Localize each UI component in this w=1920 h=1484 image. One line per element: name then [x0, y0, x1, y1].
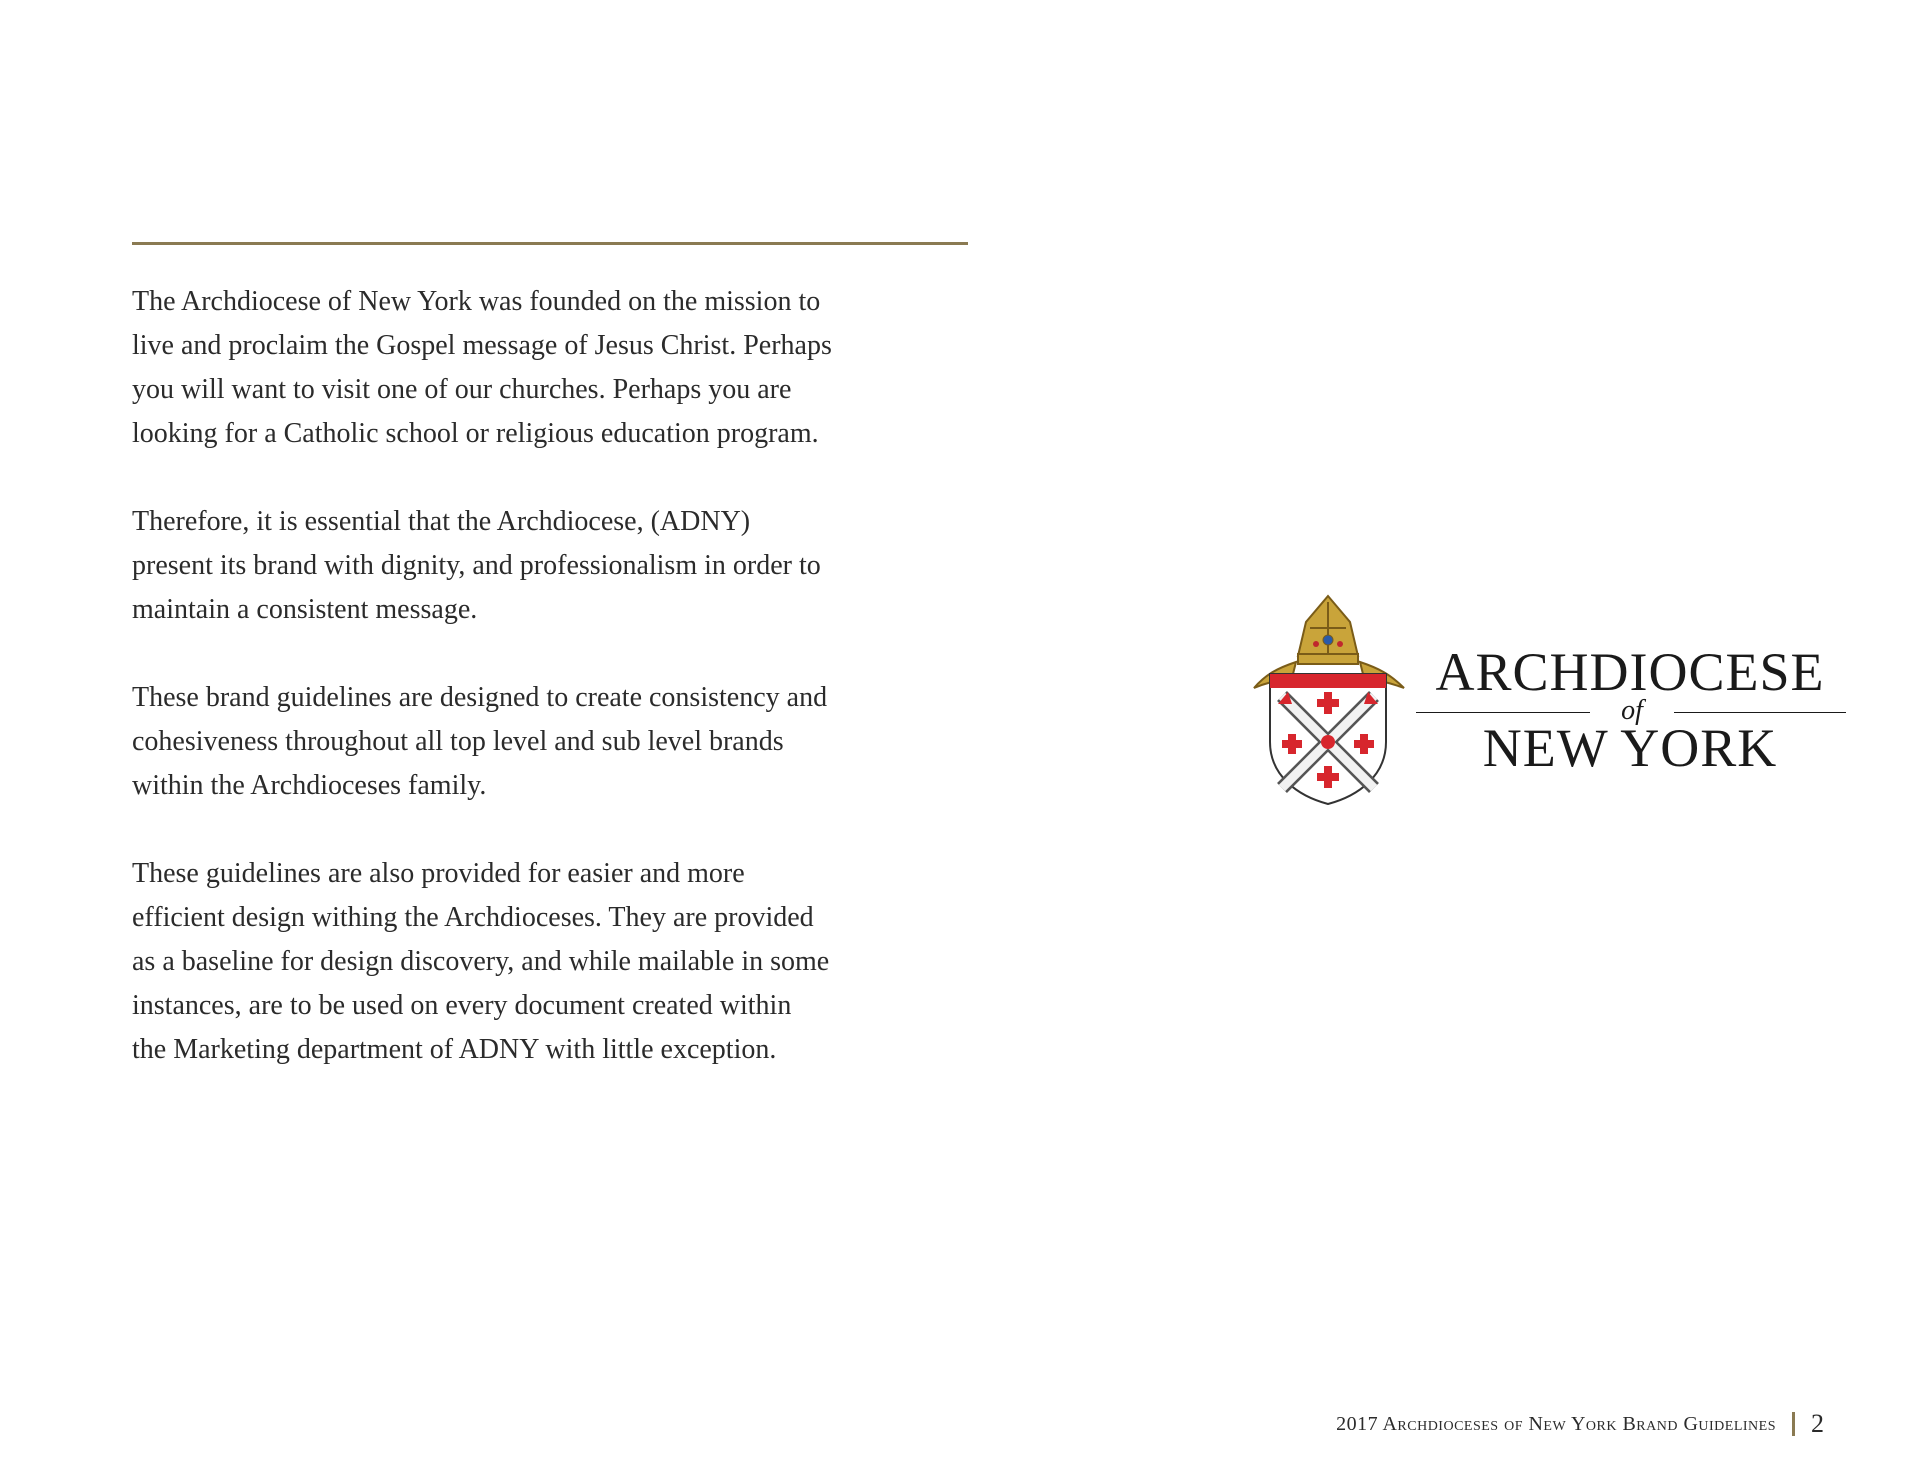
- body-text: [132, 280, 1012, 1116]
- logo-line-of: of: [1621, 695, 1643, 726]
- text-line: efficient design withing the Archdioceses. They are provided: [132, 902, 814, 933]
- footer-title: 2017 Archdioceses of New York Brand Guidelines: [1336, 1412, 1776, 1435]
- text-line: you will want to visit one of our churches. Perhaps you are: [132, 374, 792, 405]
- logo-line-archdiocese: ARCHDIOCESE: [1435, 642, 1825, 702]
- header-rule: [132, 242, 968, 245]
- text-line: cohesiveness throughout all top level and sub level brands: [132, 726, 784, 757]
- logo-rule-left: [1416, 712, 1590, 713]
- text-line: These guidelines are also provided for easier and more: [132, 858, 745, 889]
- text-line: present its brand with dignity, and professionalism in order to: [132, 550, 821, 581]
- text-line: Therefore, it is essential that the Archdiocese, (ADNY): [132, 506, 751, 537]
- text-line: looking for a Catholic school or religious education program.: [132, 418, 819, 449]
- text-line: as a baseline for design discovery, and while mailable in some: [132, 946, 830, 977]
- text-line: the Marketing department of ADNY with little exception.: [132, 1034, 777, 1065]
- text-line: maintain a consistent message.: [132, 594, 478, 625]
- logo-rule-right: [1674, 712, 1846, 713]
- paragraph-guidelines: [132, 676, 1012, 808]
- archdiocese-logo: [1248, 592, 1848, 812]
- paragraph-mission: [132, 280, 1012, 456]
- coat-of-arms-icon: [1248, 592, 1408, 808]
- footer-separator: [1792, 1412, 1795, 1436]
- logo-line-new-york: NEW YORK: [1482, 718, 1778, 778]
- text-line: These brand guidelines are designed to create consistency and: [132, 682, 828, 713]
- text-line: within the Archdioceses family.: [132, 770, 487, 801]
- page-footer: [1336, 1404, 1824, 1444]
- paragraph-usage: [132, 852, 1012, 1072]
- page-number: 2: [1811, 1409, 1824, 1438]
- paragraph-brand: [132, 500, 1012, 632]
- text-line: instances, are to be used on every document created within: [132, 990, 792, 1021]
- text-line: live and proclaim the Gospel message of Jesus Christ. Perhaps: [132, 330, 832, 361]
- logo-wordmark: [1412, 642, 1848, 782]
- text-line: The Archdiocese of New York was founded on the mission to: [132, 286, 821, 317]
